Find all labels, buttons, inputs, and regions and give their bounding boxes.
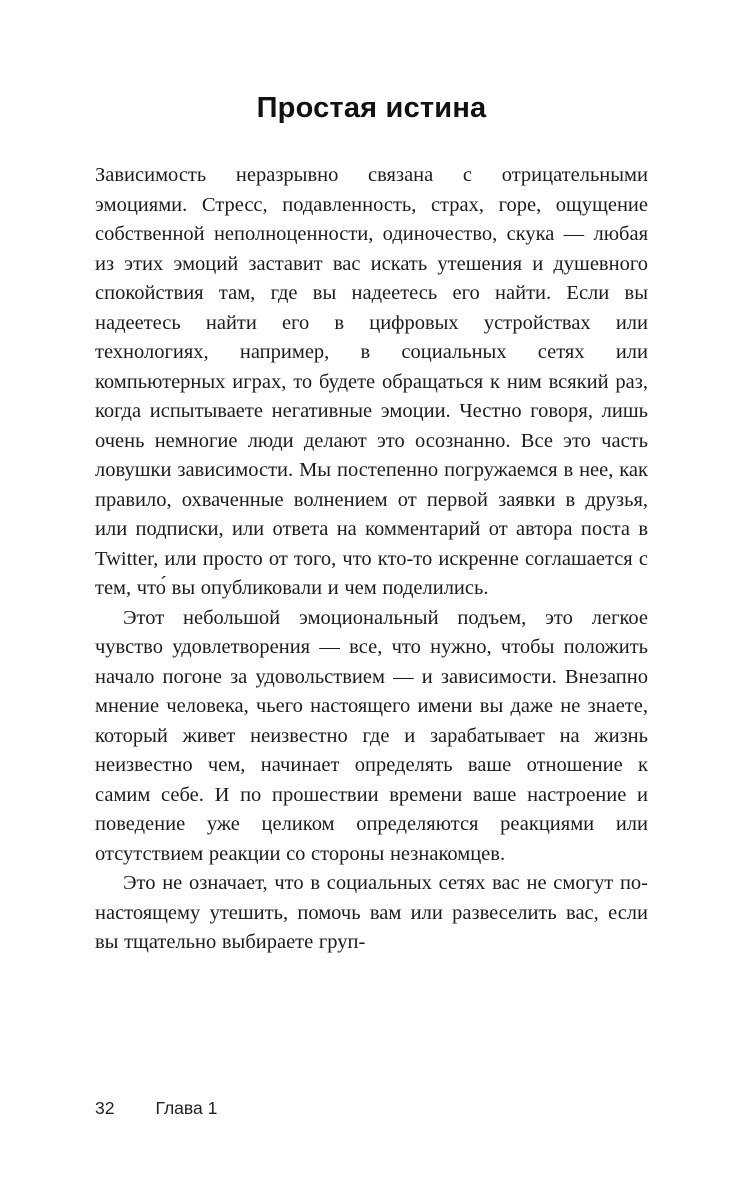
paragraph: Зависимость неразрывно связана с отрицательными эмоциями. Стресс, подавленность, страх, горе, ощущение собственной неполноценности, одиночество, скука — любая из этих эмоций заставит вас искать утешения и душевного спокойствия там, где вы надеетесь его найти. Если вы надеетесь найти его в цифровых устройствах или технологиях, например, в социальных сетях или компьютерных играх, то будете обращаться к ним всякий раз, когда испытываете негативные эмоции. Честно говоря, лишь очень немногие люди делают это осознанно. Все это часть ловушки зависимости. Мы постепенно погружаемся в нее, как правило, охваченные волнением от первой заявки в друзья, или подписки, или ответа на комментарий от автора поста в Twitter, или просто от того, что кто-то искренне соглашается с тем, что́ вы опубликовали и чем поделились. — [95, 164, 648, 600]
chapter-title: Простая истина — [256, 92, 487, 124]
paragraph: Этот небольшой эмоциональный подъем, это легкое чувство удовлетворения — все, что нужно, чтобы положить начало погоне за удовольствием — и зависимости. Внезапно мнение человека, чьего настоящего имени вы даже не знаете, который живет неизвестно где и зарабатывает на жизнь неизвестно чем, начинает определять ваше отношение к самим себе. И по прошествии времени ваше настроение и поведение уже целиком определяются реакциями или отсутствием реакции со стороны незнакомцев. — [95, 606, 648, 865]
page-number: 32 — [95, 1098, 115, 1118]
body-text — [95, 161, 648, 958]
paragraph: Это не означает, что в социальных сетях вас не смогут по-настоящему утешить, помочь вам или развеселить вас, если вы тщательно выбираете груп- — [95, 872, 648, 954]
chapter-label: Глава 1 — [155, 1098, 218, 1118]
page-footer — [95, 1098, 217, 1119]
